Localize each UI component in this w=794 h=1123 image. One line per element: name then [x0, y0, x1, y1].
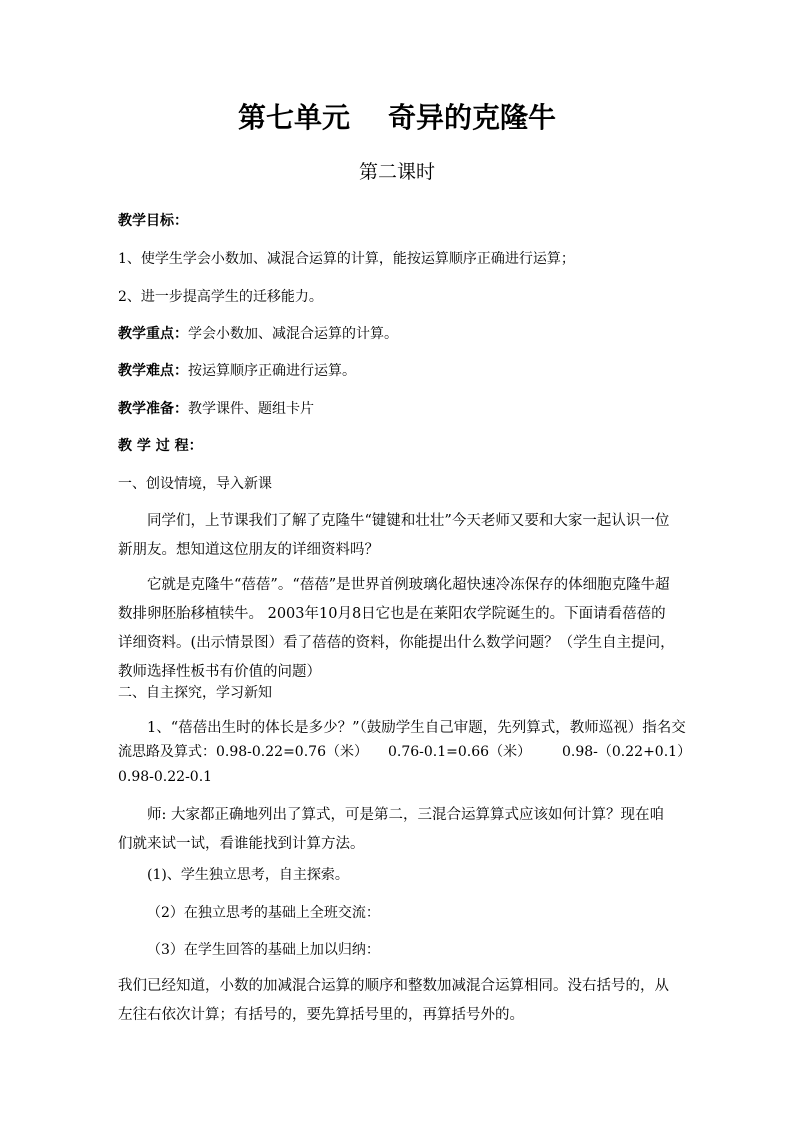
preparation-label: 教学准备：: [118, 401, 188, 417]
step-2: （2）在独立思考的基础上全班交流：: [147, 905, 380, 921]
difficulty: [118, 361, 678, 381]
difficulty-text: 按运算顺序正确进行运算。: [188, 363, 356, 379]
process-heading: 教 学 过 程：: [118, 438, 203, 454]
key-point-label: 教学重点：: [118, 326, 188, 342]
objective-2: 2、进一步提高学生的迁移能力。: [118, 289, 323, 305]
key-point: [118, 324, 678, 344]
page-title: [0, 98, 794, 138]
page-subtitle: 第二课时: [358, 161, 435, 183]
difficulty-label: 教学难点：: [118, 363, 188, 379]
paragraph-2: 它就是克隆牛“蓓蓓”。“蓓蓓”是世界首例玻璃化超快速冷冻保存的体细胞克隆牛超数排卵胚胎移植犊牛。 2003年10月8日它也是在莱阳农学院诞生的。下面请看蓓蓓的详细资料。(出示情景图）看了蓓蓓的资料，你能提出什么数学问题？（学生自主提问，教师选择性板书有价值的问题）: [118, 577, 675, 680]
formula-3: 0.98-（0.22+0.1）: [562, 744, 692, 760]
title-lesson-name: 奇异的克隆牛: [388, 101, 557, 134]
step-3: （3）在学生回答的基础上加以归纳：: [147, 942, 380, 958]
preparation-text: 教学课件、题组卡片: [188, 401, 314, 417]
formula-4: 0.98-0.22-0.1: [118, 769, 213, 785]
paragraph-3-line-2: [118, 742, 692, 762]
title-unit: 第七单元: [237, 101, 350, 134]
paragraph-3-line-1: 1、“蓓蓓出生时的体长是多少？”（鼓励学生自己审题，先列算式，教师巡视）指名交: [147, 720, 686, 736]
section-1-heading: 一、创设情境，导入新课: [118, 476, 272, 492]
preparation: [118, 399, 678, 419]
formula-2: 0.76-0.1=0.66（米）: [388, 744, 532, 760]
key-point-text: 学会小数加、减混合运算的计算。: [188, 326, 398, 342]
paragraph-4: 师: 大家都正确地列出了算式，可是第二，三混合运算算式应该如何计算？现在咱们就来试一试，看谁能找到计算方法。: [118, 807, 664, 852]
paragraph-1: 同学们，上节课我们了解了克隆牛“键键和壮壮”今天老师又要和大家一起认识一位新朋友。想知道这位朋友的详细资料吗？: [118, 513, 670, 558]
step-1: (1)、学生独立思考，自主探索。: [147, 867, 349, 883]
formula-1: 流思路及算式：0.98-0.22=0.76（米）: [118, 744, 368, 760]
objectives-heading: 教学目标：: [118, 213, 188, 229]
objective-1: 1、使学生学会小数加、减混合运算的计算，能按运算顺序正确进行运算；: [118, 251, 575, 267]
conclusion: 我们已经知道，小数的加减混合运算的顺序和整数加减混合运算相同。没右括号的，从左往右依次计算；有括号的，要先算括号里的，再算括号外的。: [118, 978, 669, 1023]
section-2-heading: 二、自主探究，学习新知: [118, 685, 272, 701]
